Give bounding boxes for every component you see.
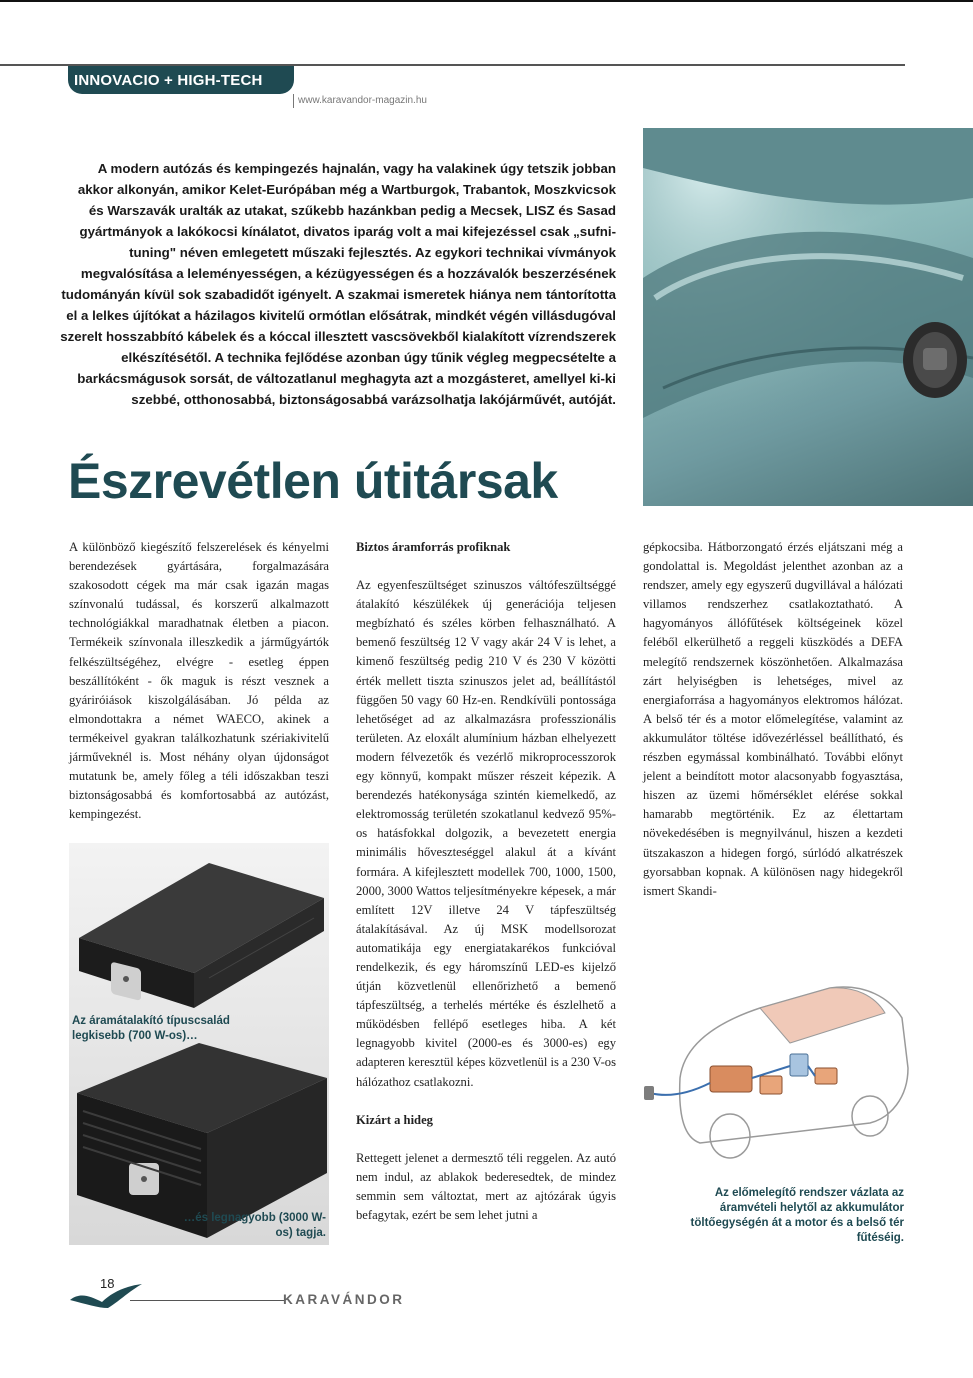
inverter-illustration [69, 843, 329, 1245]
car-diagram-illustration [640, 958, 910, 1176]
power-socket-icon [903, 322, 967, 398]
top-rule [0, 0, 973, 2]
url-divider [293, 94, 294, 108]
magazine-brand: KARAVÁNDOR [283, 1292, 405, 1307]
page-number: 18 [100, 1276, 115, 1291]
hero-photo-car-socket [643, 128, 973, 506]
column-1-paragraph: A különböző kiegészítő felszerelések és kényelmi berendezések gyártására, forgalmazására szakosodott cégek ma már csak igazán magas színvonalú tudással, és korszerű alkalmazott technológiákkal maradhatnak életben a piacon. Termékeik színvonala illeszkedik a járműgyártók felkészültségéhez, elvégre - esetleg éppen beszállítóként - ők maguk is részt vesznek a gyáriróiások kiszolgálásában. Jó példa az elmondottakra a német WAECO, akinek a termékeivel gyakran találkozhatunk szériakivitelű járműveknél is. Most néhány olyan újdonságot mutatunk be, amely főleg a téli időszakban teszi biztonságosabbá és komfortosabbá az autózást, kempingezést. [69, 540, 329, 822]
subheading-power-source: Biztos áramforrás profiknak [356, 540, 511, 554]
inverter-photos [69, 843, 329, 1245]
footer-rule [130, 1300, 285, 1301]
column-3 [643, 538, 903, 920]
column-1 [69, 538, 329, 843]
column-3-paragraph: gépkocsiba. Hátborzongató érzés eljátszani még a gondolattal is. Megoldást jelenthet azonban az a rendszer, amely egy egyszerű dugvillával a hálózati villamos rendszerhez csatlakoztatható. A hagyományos állófűtések költségeinek közel feléből elkerülhető a reggeli küszködés a DEFA melegítő rendszernek köszönhetően. Alkalmazása zárt helyiségben is lehetséges, mivel az energiaforrása a hagyományos elektromos hálózat. A belső tér és a motor előmelegítése, valamint az akkumulátor töltése idővezérléssel beállítható, és részben egymással kombinálható. További előnyt jelent a beindított motor alacsonyabb fogyasztása, hiszen az üzemi hőmérséklet elérése sokkal hamarabb megtörténik. Ez az élettartam növekedésében is megnyilvánul, hiszen a kezdeti ütszakaszon a hidegen forgó, súrlódó alkatrészek gyorsabban kopnak. A különösen nagy hidegekről ismert Skandi- [643, 540, 904, 898]
magazine-url[interactable]: www.karavandor-magazin.hu [298, 95, 427, 106]
article-title: Észrevétlen útitársak [68, 453, 558, 509]
section-tag: INNOVACIO + HIGH-TECH [68, 66, 294, 94]
caption-small-inverter: Az áramátalakító típuscsalád legkisebb (700 W-os)… [72, 1015, 230, 1042]
column-2-paragraph-2: Rettegett jelenet a dermesztő téli reggelen. Az autó nem indul, az ablakok bederesedtek, de mindez semmin sem változtat, mert az ajtózárak úgyis befagytak, ezért be sem lehet jutni a [356, 1150, 616, 1222]
column-2 [356, 538, 616, 1244]
caption-diagram: Az előmelegítő rendszer vázlata az áramvételi helytől az akkumulátor töltőegységén át a motor és a belső tér fűtéséig. [690, 1187, 904, 1244]
subheading-cold: Kizárt a hideg [356, 1112, 433, 1127]
lead-paragraph: A modern autózás és kempingezés hajnalán, vagy ha valakinek úgy tetszik jobban akkor alkonyán, amikor Kelet-Európában még a Wartburgok, Trabantok, Moszkvicsok és Warszavák uralták az utakat, szűkebb hazánkban pedig a Mecsek, LISZ és Sasad gyártmányok a lakókocsi kínálatot, divatos iparág volt a mai kifejezéssel csak „sufni-tuning" néven emlegetett műszaki fejlesztés. Az egykori technikai vívmányok megvalósítása a leleményességen, a kézügyességen és a hozzávalók beszerzésének tudományán kívül sok szabadidőt igényelt. A szakmai ismeretek hiánya nem tántorította el a lelkes újítókat a házilagos kivitelű ormótlan elősátrak, mindkét végén villásdugóval szerelt hosszabbító kábelek és a kóccal illesztett vascsövekből kialakított vízrendszerek elkészítésétől. A technika fejlődése azonban úgy tűnik végleg megpecsételte a barkácsmágusok sorsát, de változatlanul meghagyta azt a mozgásteret, amellyel ki-ki szebbé, otthonosabbá, biztonságosabbá varázsolhatja lakójárművét, autóját. [60, 161, 616, 407]
inverter-large-icon [77, 1043, 327, 1238]
caption-large-inverter: …és legnagyobb (3000 W-os) tagja. [183, 1212, 326, 1239]
preheating-diagram [640, 958, 910, 1176]
hero-photo-illustration [643, 128, 973, 506]
inverter-small-icon [79, 863, 324, 1008]
column-2-paragraph-1: Az egyenfeszültséget szinuszos váltófeszültséggé átalakító készülékek új generációja teljesen megbízható és széles körben felhasználható. A bemenő feszültség 12 V vagy akár 24 V is lehet, a kimenő feszültség pedig 210 V és 230 V közötti érték mellett tiszta szinuszos jelet ad, beállítástól függően 50 vagy 60 Hz-en. Rendkívüli pontossága lehetőséget ad az alkalmazásra professzionális területen. Az eloxált alumínium házban elhelyezett modern félvezetők és vezérlő mikroprocesszorok egy könnyű, kompakt műszer részeit képezik. A berendezés hatékonysága szintén kiemelkedő, az elektromosság területén szokatlanul kedvező 95%-os hatásfokkal dolgozik, a bevezetett energia minimális hőveszteséggel alakul át a kívánt formára. A kifejlesztett modellek 700, 1000, 1500, 2000, 3000 Wattos teljesítményekre képesek, a már említett 12V illetve 24 V tápfeszültség átalakításával. Az új MSK modellsorozat automatikája egy energiatakarékos funkcióval rendelkezik, és egy háromszínű LED-es kijelző útján közvetlenül ellenőrizhető a bemenő tápfeszültség, a terhelés mértéke és észlelhető a működésben fellépő esetleges hiba. A két legnagyobb kivitel (2000-es és 3000-es) egy adapteren keresztül képes közvetlenül is a 230 V-os hálózathoz csatlakozni. [356, 578, 616, 1089]
plug-icon [644, 1086, 654, 1100]
